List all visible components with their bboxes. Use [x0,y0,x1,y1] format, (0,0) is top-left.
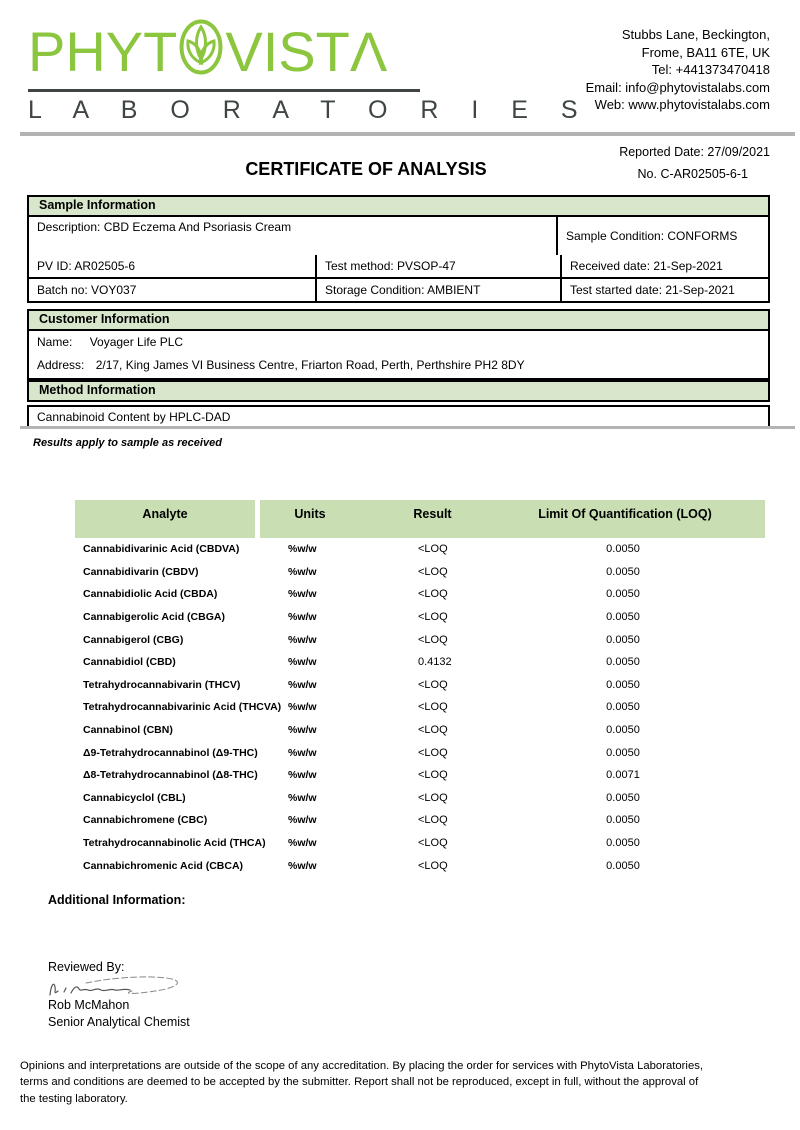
units-cell: %w/w [288,565,317,578]
loq-cell: 0.0050 [606,633,640,646]
results-table-body [75,538,765,877]
customer-name-label: Name: [37,335,73,349]
table-row [75,741,765,764]
results-table [75,500,765,877]
company-logo [28,18,591,125]
loq-cell: 0.0050 [606,678,640,691]
info-sections [27,195,770,429]
leaf-icon [178,18,224,85]
units-cell: %w/w [288,633,317,646]
table-row [75,854,765,877]
loq-cell: 0.0050 [606,859,640,872]
logo-subtitle: L A B O R A T O R I E S [28,96,591,124]
reviewer-title: Senior Analytical Chemist [48,1015,190,1029]
sample-information-header: Sample Information [27,195,770,217]
loq-cell: 0.0050 [606,746,640,759]
units-cell: %w/w [288,724,317,737]
contact-phone: Tel: +441373470418 [651,62,770,77]
analyte-cell: Tetrahydrocannabivarinic Acid (THCVA) [83,701,282,714]
table-row [75,628,765,651]
analyte-cell: Tetrahydrocannabinolic Acid (THCA) [83,837,266,850]
loq-cell: 0.0050 [606,724,640,737]
loq-cell: 0.0050 [606,837,640,850]
result-cell: <LOQ [418,746,448,759]
contact-address-line1: Stubbs Lane, Beckington, [621,27,770,42]
result-cell: <LOQ [418,588,448,601]
result-cell: <LOQ [418,859,448,872]
table-row [75,787,765,810]
section-divider [20,426,795,429]
reviewer-name: Rob McMahon [48,998,130,1012]
analyte-cell: Cannabicyclol (CBL) [83,791,186,804]
header-divider [20,132,795,136]
units-cell: %w/w [288,814,317,827]
analyte-cell: Cannabidivarinic Acid (CBDVA) [83,543,240,556]
analyte-cell: Δ9-Tetrahydrocannabinol (Δ9-THC) [83,746,258,759]
table-row [75,719,765,742]
contact-address-line2: Frome, BA11 6TE, UK [641,44,770,60]
loq-cell: 0.0050 [606,656,640,669]
result-cell: <LOQ [418,724,448,737]
loq-cell: 0.0050 [606,701,640,714]
table-row [75,606,765,629]
method-information-box: Cannabinoid Content by HPLC-DAD [27,405,770,429]
contact-web: Web: www.phytovistalabs.com [594,97,770,112]
reported-date: Reported Date: 27/09/2021 [619,145,770,159]
report-number: No. C-AR02505-6-1 [637,167,748,181]
units-cell: %w/w [288,588,317,601]
table-row [75,764,765,787]
results-note: Results apply to sample as received [33,437,222,449]
units-cell: %w/w [288,611,317,624]
analyte-cell: Cannabidivarin (CBDV) [83,565,199,578]
header-loq: Limit Of Quantification (LOQ) [538,507,712,521]
logo-wordmark [28,18,424,85]
analyte-cell: Cannabichromenic Acid (CBCA) [83,859,244,872]
result-cell: <LOQ [418,543,448,556]
analyte-cell: Δ8-Tetrahydrocannabinol (Δ8-THC) [83,769,258,782]
result-cell: <LOQ [418,837,448,850]
loq-cell: 0.0050 [606,791,640,804]
result-cell: <LOQ [418,678,448,691]
sample-description: Description: CBD Eczema And Psoriasis Cream [37,220,292,234]
units-cell: %w/w [288,837,317,850]
units-cell: %w/w [288,769,317,782]
loq-cell: 0.0050 [606,543,640,556]
result-cell: <LOQ [418,611,448,624]
analyte-cell: Cannabichromene (CBC) [83,814,208,827]
analyte-cell: Cannabidiol (CBD) [83,656,176,669]
table-row [75,809,765,832]
sample-information-box [27,217,770,303]
footer-disclaimer: Opinions and interpretations are outside of the scope of any accreditation. By placing the order for services with PhytoVista Laboratories, terms and conditions are deemed to be accepted by the submitter. Report shall not be reproduced, except in full, without the approval of the testing laboratory. [20,1060,704,1105]
units-cell: %w/w [288,678,317,691]
test-started-date: Test started date: 21-Sep-2021 [560,279,768,301]
loq-cell: 0.0050 [606,588,640,601]
sample-condition: Sample Condition: CONFORMS [556,217,768,255]
analyte-cell: Cannabidiolic Acid (CBDA) [83,588,218,601]
header-units: Units [294,507,326,521]
customer-name: Voyager Life PLC [89,335,184,349]
loq-cell: 0.0071 [606,769,640,782]
table-row [75,561,765,584]
units-cell: %w/w [288,543,317,556]
table-row [75,832,765,855]
pv-id: PV ID: AR02505-6 [37,259,136,273]
analyte-cell: Cannabigerol (CBG) [83,633,184,646]
customer-address: 2/17, King James VI Business Centre, Friarton Road, Perth, Perthshire PH2 8DY [95,358,525,372]
header-result: Result [413,507,452,521]
received-date: Received date: 21-Sep-2021 [560,255,768,277]
loq-cell: 0.0050 [606,611,640,624]
result-cell: <LOQ [418,791,448,804]
storage-condition: Storage Condition: AMBIENT [315,279,560,301]
loq-cell: 0.0050 [606,814,640,827]
table-row [75,674,765,697]
table-row [75,696,765,719]
method-information-header: Method Information [27,380,770,402]
test-method: Test method: PVSOP-47 [315,255,560,277]
analyte-cell: Cannabigerolic Acid (CBGA) [83,611,225,624]
page-title: CERTIFICATE OF ANALYSIS [245,159,487,179]
contact-block [586,26,770,114]
units-cell: %w/w [288,791,317,804]
result-cell: 0.4132 [418,656,452,669]
result-cell: <LOQ [418,701,448,714]
customer-address-label: Address: [37,358,85,372]
result-cell: <LOQ [418,633,448,646]
units-cell: %w/w [288,656,317,669]
additional-information-label: Additional Information: [48,893,186,907]
results-table-header [75,500,765,538]
reviewed-by-label: Reviewed By: [48,960,125,974]
result-cell: <LOQ [418,814,448,827]
contact-email: Email: info@phytovistalabs.com [585,79,770,95]
loq-cell: 0.0050 [606,565,640,578]
analyte-cell: Tetrahydrocannabivarin (THCV) [83,678,241,691]
table-row [75,538,765,561]
logo-text-left: PHYT [28,19,178,83]
customer-information-box [27,331,770,380]
header-analyte: Analyte [75,500,255,538]
result-cell: <LOQ [418,565,448,578]
logo-divider [28,89,420,92]
analyte-cell: Cannabinol (CBN) [83,724,173,737]
units-cell: %w/w [288,859,317,872]
units-cell: %w/w [288,701,317,714]
result-cell: <LOQ [418,769,448,782]
logo-text-right: VISTΛ [225,19,388,83]
table-row [75,651,765,674]
customer-information-header: Customer Information [27,309,770,331]
batch-no: Batch no: VOY037 [37,283,137,297]
units-cell: %w/w [288,746,317,759]
table-row [75,583,765,606]
